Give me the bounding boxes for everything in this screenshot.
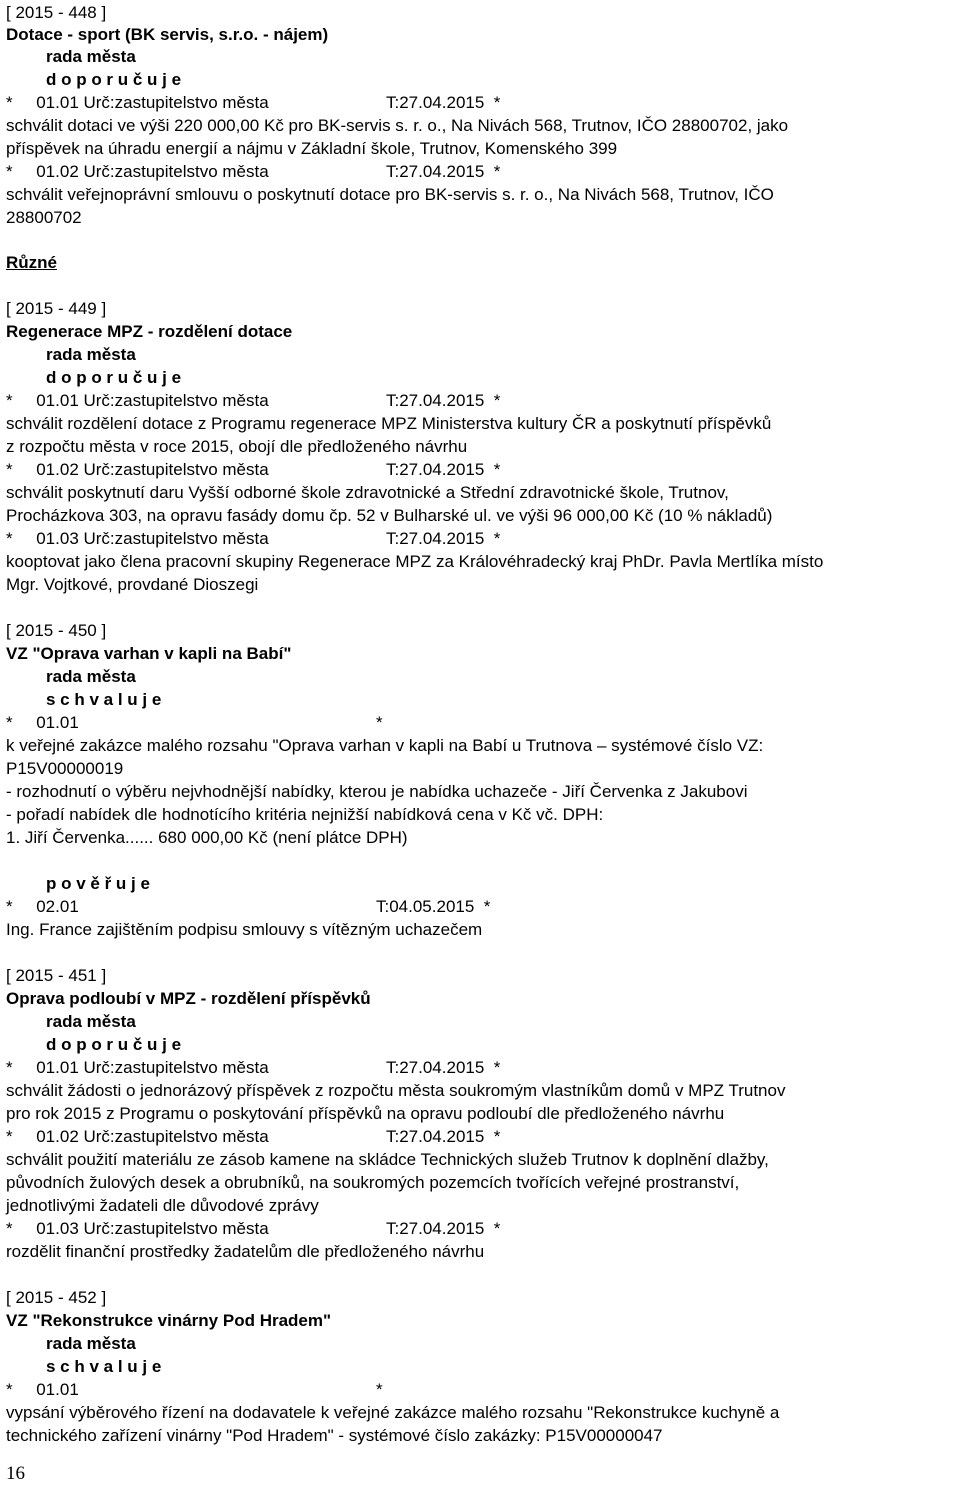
item-deadline: T:27.04.2015 * — [386, 1219, 501, 1238]
item-number: * 02.01 — [6, 897, 79, 916]
text-line: P15V00000019 — [6, 759, 124, 778]
item-deadline: * — [376, 713, 383, 732]
resolution-verb: rada města — [46, 1012, 136, 1031]
text-line: [ 2015 - 450 ] — [6, 621, 107, 640]
resolution-verb: d o p o r u č u j e — [46, 70, 182, 89]
text-line: 1. Jiří Červenka...... 680 000,00 Kč (není plátce DPH) — [6, 828, 408, 847]
item-title: VZ "Oprava varhan v kapli na Babí" — [6, 644, 292, 663]
item-title: Dotace - sport (BK servis, s.r.o. - nájem) — [6, 25, 329, 44]
text-line: schválit použití materiálu ze zásob kamene na skládce Technických služeb Trutnov k doplnění dlažby, — [6, 1150, 769, 1169]
text-line: [ 2015 - 448 ] — [6, 3, 107, 22]
item-number: * 01.03 Urč:zastupitelstvo města — [6, 529, 269, 548]
item-title: VZ "Rekonstrukce vinárny Pod Hradem" — [6, 1311, 332, 1330]
item-number: * 01.01 — [6, 713, 79, 732]
resolution-verb: rada města — [46, 1334, 136, 1353]
item-number: * 01.02 Urč:zastupitelstvo města — [6, 162, 269, 181]
resolution-verb: rada města — [46, 667, 136, 686]
item-deadline: T:27.04.2015 * — [386, 1058, 501, 1077]
text-line: schválit veřejnoprávní smlouvu o poskytnutí dotace pro BK-servis s. r. o., Na Nivách 568, Trutnov, IČO — [6, 185, 774, 204]
item-deadline: * — [376, 1380, 383, 1399]
text-line: jednotlivými žadateli dle důvodové zprávy — [6, 1196, 319, 1215]
item-deadline: T:04.05.2015 * — [376, 897, 491, 916]
text-line: [ 2015 - 452 ] — [6, 1288, 107, 1307]
text-line: kooptovat jako člena pracovní skupiny Regenerace MPZ za Královéhradecký kraj PhDr. Pavla Mertlíka místo — [6, 552, 824, 571]
item-number: * 01.01 Urč:zastupitelstvo města — [6, 391, 269, 410]
item-deadline: T:27.04.2015 * — [386, 93, 501, 112]
text-line: příspěvek na úhradu energií a nájmu v Základní škole, Trutnov, Komenského 399 — [6, 139, 618, 158]
item-number: * 01.02 Urč:zastupitelstvo města — [6, 1127, 269, 1146]
item-number: * 01.01 Urč:zastupitelstvo města — [6, 93, 269, 112]
item-number: * 01.01 — [6, 1380, 79, 1399]
item-title: Oprava podloubí v MPZ - rozdělení příspěvků — [6, 989, 371, 1008]
item-number: * 01.03 Urč:zastupitelstvo města — [6, 1219, 269, 1238]
text-line: k veřejné zakázce malého rozsahu "Oprava varhan v kapli na Babí u Trutnova – systémové číslo VZ: — [6, 736, 764, 755]
text-line: pro rok 2015 z Programu o poskytování příspěvků na opravu podloubí dle předloženého návrhu — [6, 1104, 725, 1123]
resolution-verb: s c h v a l u j e — [46, 1357, 162, 1376]
item-deadline: T:27.04.2015 * — [386, 162, 501, 181]
item-number: * 01.01 Urč:zastupitelstvo města — [6, 1058, 269, 1077]
text-line: - pořadí nabídek dle hodnotícího kritéria nejnižší nabídková cena v Kč vč. DPH: — [6, 805, 604, 824]
text-line: schválit žádosti o jednorázový příspěvek z rozpočtu města soukromým vlastníkům domů v MPZ Trutnov — [6, 1081, 786, 1100]
text-line: [ 2015 - 449 ] — [6, 299, 107, 318]
text-line: schválit poskytnutí daru Vyšší odborné škole zdravotnické a Střední zdravotnické škole, Trutnov, — [6, 483, 729, 502]
text-line: - rozhodnutí o výběru nejvhodnější nabídky, kterou je nabídka uchazeče - Jiří Červenka z Jakubovi — [6, 782, 748, 801]
text-line: Mgr. Vojtkové, provdané Dioszegi — [6, 575, 259, 594]
item-deadline: T:27.04.2015 * — [386, 1127, 501, 1146]
resolution-verb: d o p o r u č u j e — [46, 368, 182, 387]
text-line: [ 2015 - 451 ] — [6, 966, 107, 985]
page-number: 16 — [6, 1463, 25, 1484]
text-line: rozdělit finanční prostředky žadatelům dle předloženého návrhu — [6, 1242, 485, 1261]
item-deadline: T:27.04.2015 * — [386, 460, 501, 479]
item-number: * 01.02 Urč:zastupitelstvo města — [6, 460, 269, 479]
item-deadline: T:27.04.2015 * — [386, 391, 501, 410]
text-line: Procházkova 303, na opravu fasády domu čp. 52 v Bulharské ul. ve výši 96 000,00 Kč (10 % nákladů) — [6, 506, 773, 525]
text-line: technického zařízení vinárny "Pod Hradem" - systémové číslo zakázky: P15V00000047 — [6, 1426, 663, 1445]
text-line: z rozpočtu města v roce 2015, obojí dle předloženého návrhu — [6, 437, 468, 456]
text-line: schválit dotaci ve výši 220 000,00 Kč pro BK-servis s. r. o., Na Nivách 568, Trutnov, IČO 28800702, jako — [6, 116, 789, 135]
resolution-verb: p o v ě ř u j e — [46, 874, 150, 893]
resolution-verb: rada města — [46, 345, 136, 364]
text-line: 28800702 — [6, 208, 82, 227]
text-line: původních žulových desek a obrubníků, na soukromých pozemcích tvořících veřejné prostranství, — [6, 1173, 740, 1192]
text-line: Ing. France zajištěním podpisu smlouvy s vítězným uchazečem — [6, 920, 483, 939]
item-deadline: T:27.04.2015 * — [386, 529, 501, 548]
item-title: Regenerace MPZ - rozdělení dotace — [6, 322, 293, 341]
text-line: schválit rozdělení dotace z Programu regenerace MPZ Ministerstva kultury ČR a poskytnutí příspěvků — [6, 414, 772, 433]
resolution-verb: rada města — [46, 47, 136, 66]
text-line: vypsání výběrového řízení na dodavatele k veřejné zakázce malého rozsahu "Rekonstrukce kuchyně a — [6, 1403, 780, 1422]
resolution-verb: s c h v a l u j e — [46, 690, 162, 709]
resolution-verb: d o p o r u č u j e — [46, 1035, 182, 1054]
section-heading: Různé — [6, 253, 57, 272]
